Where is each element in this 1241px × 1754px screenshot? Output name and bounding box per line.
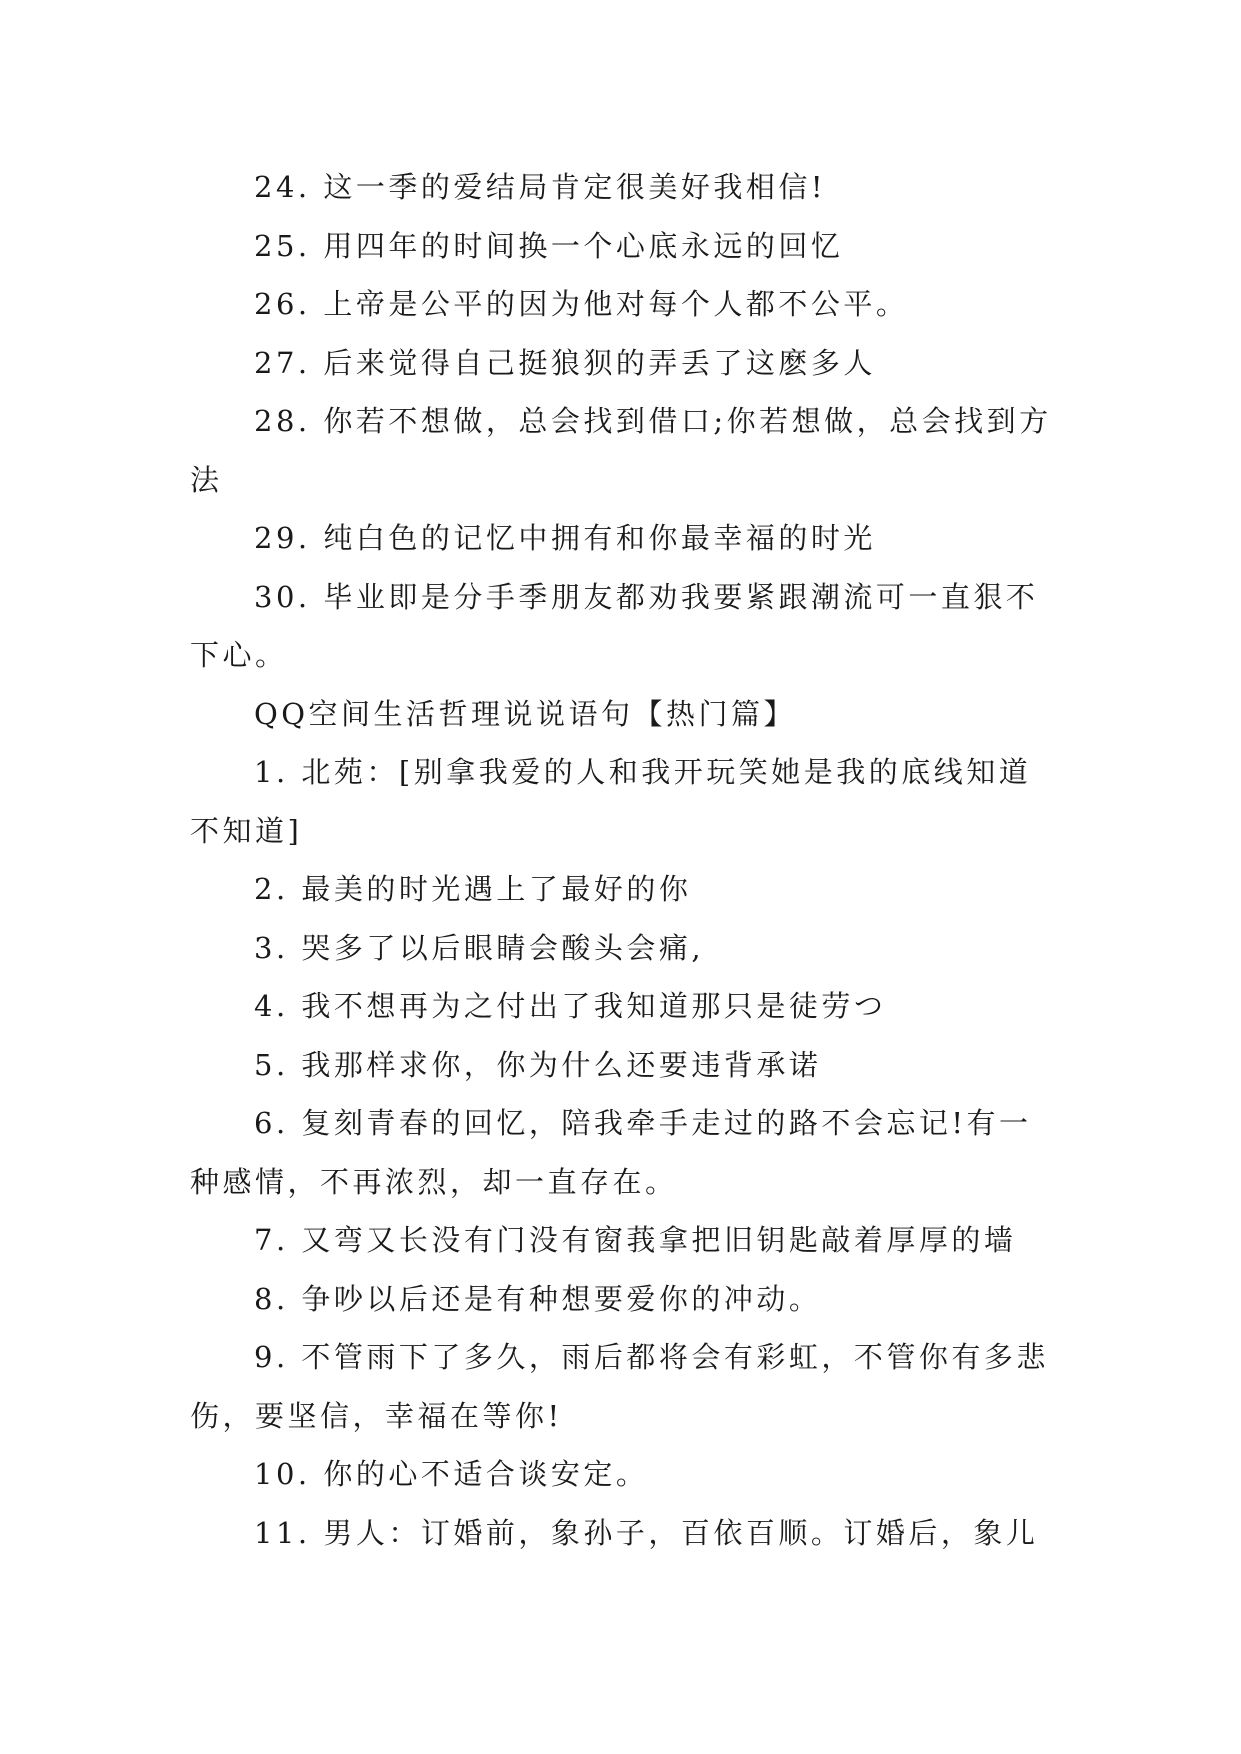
paragraph-11: 11. 男人：订婚前，象孙子，百依百顺。订婚后，象儿 — [254, 1515, 1039, 1550]
paragraph-26: 26. 上帝是公平的因为他对每个人都不公平。 — [254, 287, 909, 321]
paragraph-1: 1. 北苑：[别拿我爱的人和我开玩笑她是我的底线知道不知道] — [190, 755, 1032, 848]
paragraph-28: 28. 你若不想做，总会找到借口;你若想做，总会找到方法 — [190, 404, 1052, 497]
paragraph-10: 10. 你的心不适合谈安定。 — [254, 1457, 649, 1491]
paragraph-9: 9. 不管雨下了多久，雨后都将会有彩虹，不管你有多悲伤，要坚信，幸福在等你! — [190, 1340, 1049, 1433]
paragraph-25: 25. 用四年的时间换一个心底永远的回忆 — [254, 228, 844, 263]
paragraph-2: 2. 最美的时光遇上了最好的你 — [254, 872, 692, 906]
paragraph-8: 8. 争吵以后还是有种想要爱你的冲动。 — [254, 1281, 822, 1316]
section-heading: QQ空间生活哲理说说语句【热门篇】 — [254, 696, 797, 731]
paragraph-29: 29. 纯白色的记忆中拥有和你最幸福的时光 — [254, 521, 876, 555]
paragraph-4: 4. 我不想再为之付出了我知道那只是徒劳つ — [254, 989, 887, 1023]
paragraph-7: 7. 又弯又长没有门没有窗莪拿把旧钥匙敲着厚厚的墙 — [254, 1223, 1017, 1257]
paragraph-27: 27. 后来觉得自己挺狼狈的弄丢了这麽多人 — [254, 345, 876, 380]
paragraph-24: 24. 这一季的爱结局肯定很美好我相信! — [254, 170, 826, 204]
document-body — [190, 158, 1056, 1562]
paragraph-6: 6. 复刻青春的回忆，陪我牵手走过的路不会忘记!有一种感情，不再浓烈，却一直存在。 — [190, 1106, 1032, 1199]
paragraph-30: 30. 毕业即是分手季朋友都劝我要紧跟潮流可一直狠不下心。 — [190, 579, 1039, 672]
paragraph-5: 5. 我那样求你，你为什么还要违背承诺 — [254, 1047, 822, 1082]
paragraph-3: 3. 哭多了以后眼睛会酸头会痛, — [254, 930, 705, 965]
